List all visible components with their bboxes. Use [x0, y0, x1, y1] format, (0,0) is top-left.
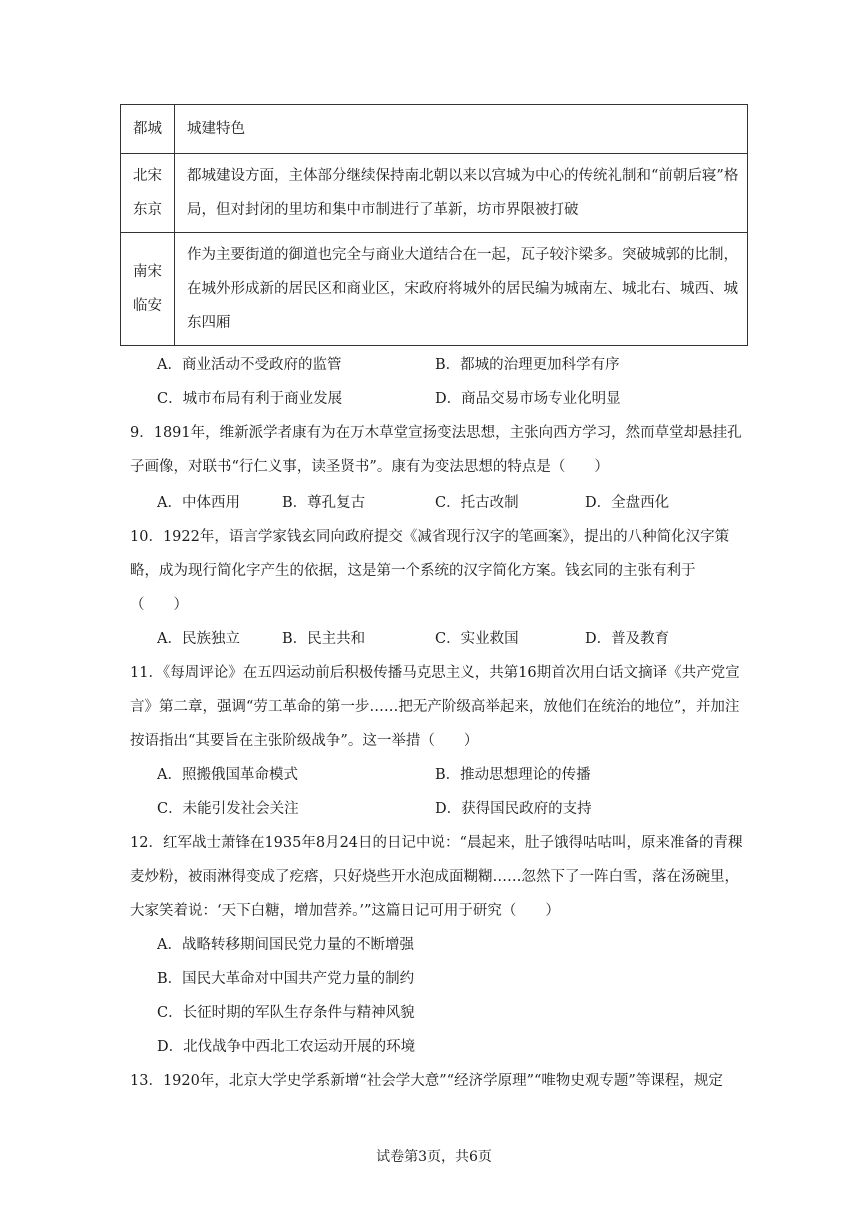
- feature-cell: 都城建设方面，主体部分继续保持南北朝以来以宫城为中心的传统礼制和“前朝后寝”格局，但对封闭的里坊和集中市制进行了革新，坊市界限被打破: [175, 154, 748, 233]
- q12-option-c[interactable]: C．长征时期的军队生存条件与精神风貌: [157, 1005, 415, 1021]
- city-name-line2: 临安: [133, 298, 162, 314]
- feature-cell: 作为主要街道的御道也完全与商业大道结合在一起，瓦子较汴梁多。突破城郭的比制，在城外形成新的居民区和商业区，宋政府将城外的居民编为城南左、城北右、城西、城东四厢: [175, 233, 748, 346]
- q10-option-b[interactable]: B．民主共和: [282, 631, 366, 647]
- city-construction-table: [120, 104, 748, 346]
- q9-options: [157, 486, 747, 520]
- q11-option-b[interactable]: B．推动思想理论的传播: [435, 767, 591, 783]
- q9-option-c[interactable]: C．托古改制: [435, 495, 519, 511]
- q11-options-row1: [157, 758, 747, 792]
- q12-option-d[interactable]: D．北伐战争中西北工农运动开展的环境: [157, 1039, 416, 1055]
- q9-stem: 9．1891年，维新派学者康有为在万木草堂宣扬变法思想，主张向西方学习，然而草堂却悬挂孔子画像，对联书“行仁义事，读圣贤书”。康有为变法思想的特点是（ ）: [130, 425, 742, 475]
- q8-options-row1: [157, 348, 747, 382]
- q10-stem: 10．1922年，语言学家钱玄同向政府提交《减省现行汉字的笔画案》，提出的八种简化汉字策略，成为现行简化字产生的依据，这是第一个系统的汉字简化方案。钱玄同的主张有利于（ ）: [130, 529, 730, 613]
- city-name-line1: 北宋: [133, 168, 162, 184]
- q12-stem: 12．红军战士萧锋在1935年8月24日的日记中说：“晨起来，肚子饿得咕咕叫，原来准备的青稞麦炒粉，被雨淋得变成了疙瘩，只好烧些开水泡成面糊糊……忽然下了一阵白雪，落在汤碗里，大家笑着说：‘天下白糖，增加营养。’”这篇日记可用于研究（ ）: [130, 835, 743, 919]
- city-name-line1: 南宋: [133, 264, 162, 280]
- table-header-row: [121, 105, 748, 154]
- table-row: [121, 154, 748, 233]
- q9-option-d[interactable]: D．全盘西化: [585, 495, 670, 511]
- q11-options-row2: [157, 792, 747, 826]
- q8-option-c[interactable]: C．城市布局有利于商业发展: [157, 391, 343, 407]
- q12-option-a[interactable]: A．战略转移期间国民党力量的不断增强: [157, 937, 414, 953]
- q11-stem: 11．《每周评论》在五四运动前后积极传播马克思主义，共第16期首次用白话文摘译《共产党宣言》第二章，强调“劳工革命的第一步……把无产阶级高举起来，放他们在统治的地位”，并加注按语指出“其要旨在主张阶级战争”。这一举措（ ）: [130, 665, 740, 749]
- q12-option-b[interactable]: B．国民大革命对中国共产党力量的制约: [157, 971, 415, 987]
- header-capital: 都城: [121, 105, 175, 154]
- q10-option-d[interactable]: D．普及教育: [585, 631, 670, 647]
- q10-options: [157, 622, 747, 656]
- q8-option-a[interactable]: A．商业活动不受政府的监管: [157, 357, 342, 373]
- q8-options-row2: [157, 382, 747, 416]
- city-cell: [121, 154, 175, 233]
- city-cell: [121, 233, 175, 346]
- q11-option-a[interactable]: A．照搬俄国革命模式: [157, 767, 298, 783]
- q9-option-b[interactable]: B．尊孔复古: [282, 495, 366, 511]
- city-name-line2: 东京: [133, 202, 162, 218]
- q10-option-a[interactable]: A．民族独立: [157, 631, 240, 647]
- q11-option-c[interactable]: C．未能引发社会关注: [157, 801, 299, 817]
- header-feature: 城建特色: [175, 105, 748, 154]
- q11-option-d[interactable]: D．获得国民政府的支持: [435, 801, 592, 817]
- q9-option-a[interactable]: A．中体西用: [157, 495, 240, 511]
- page-footer: 试卷第3页，共6页: [376, 1149, 492, 1165]
- q8-option-b[interactable]: B．都城的治理更加科学有序: [435, 357, 620, 373]
- q10-option-c[interactable]: C．实业救国: [435, 631, 519, 647]
- table-row: [121, 233, 748, 346]
- q13-stem: 13．1920年，北京大学史学系新增“社会学大意”“经济学原理”“唯物史观专题”等课程，规定: [130, 1073, 723, 1089]
- q8-option-d[interactable]: D．商品交易市场专业化明显: [435, 391, 621, 407]
